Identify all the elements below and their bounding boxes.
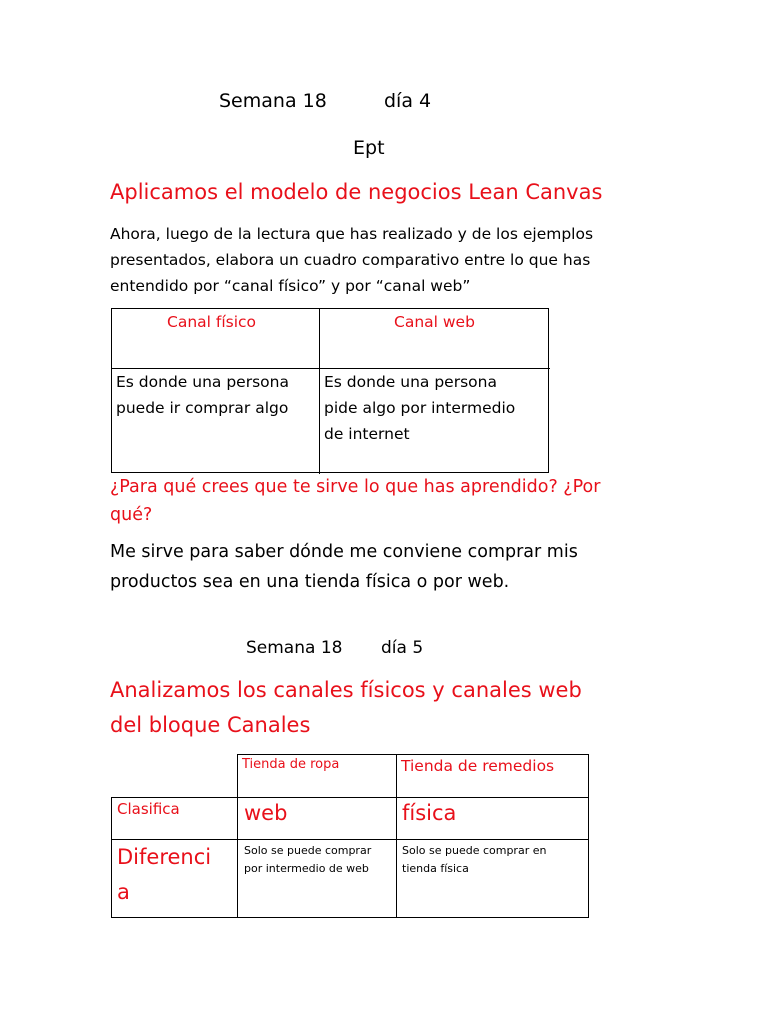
question-line-1: ¿Para qué crees que te sirve lo que has aprendido? ¿Por	[110, 477, 601, 497]
subject-label: Ept	[353, 137, 385, 159]
answer-line-1: Me sirve para saber dónde me conviene comprar mis	[110, 542, 578, 562]
cell-web-line-3: de internet	[324, 425, 410, 443]
day-label-2: día 5	[381, 638, 424, 658]
week-label: Semana 18	[219, 90, 327, 112]
question-line-2: qué?	[110, 505, 153, 525]
cell-fisico-line-2: puede ir comprar algo	[116, 399, 289, 417]
diferencia-remedios-line-2: tienda física	[402, 862, 469, 875]
section2-title-line-1: Analizamos los canales físicos y canales web	[110, 678, 582, 702]
section2-title-line-2: del bloque Canales	[110, 713, 311, 737]
section1-title: Aplicamos el modelo de negocios Lean Canvas	[110, 180, 603, 204]
diferencia-ropa-line-1: Solo se puede comprar	[244, 844, 372, 857]
clasifica-ropa-value: web	[244, 801, 288, 825]
cell-fisico-line-1: Es donde una persona	[116, 373, 289, 391]
row-label-clasifica: Clasifica	[117, 800, 180, 818]
cell-web-line-2: pide algo por intermedio	[324, 399, 516, 417]
col-header-tienda-remedios: Tienda de remedios	[401, 757, 555, 775]
week-label-2: Semana 18	[246, 638, 343, 658]
intro-line-1: Ahora, luego de la lectura que has realizado y de los ejemplos	[110, 225, 594, 243]
day-label: día 4	[384, 90, 432, 112]
clasifica-remedios-value: física	[402, 801, 457, 825]
cell-web-line-1: Es donde una persona	[324, 373, 497, 391]
intro-line-3: entendido por “canal físico” y por “canal web”	[110, 277, 471, 295]
diferencia-remedios-line-1: Solo se puede comprar en	[402, 844, 547, 857]
intro-line-2: presentados, elabora un cuadro comparativo entre lo que has	[110, 251, 591, 269]
diferencia-ropa-line-2: por intermedio de web	[244, 862, 369, 875]
row-label-diferencia-line-2: a	[117, 880, 130, 904]
col-header-tienda-ropa: Tienda de ropa	[242, 757, 340, 772]
table-header-canal-web: Canal web	[394, 313, 475, 331]
comparison-table	[111, 308, 549, 473]
row-label-diferencia-line-1: Diferenci	[117, 845, 212, 869]
answer-line-2: productos sea en una tienda física o por web.	[110, 572, 510, 592]
table-header-canal-fisico: Canal físico	[167, 313, 257, 331]
